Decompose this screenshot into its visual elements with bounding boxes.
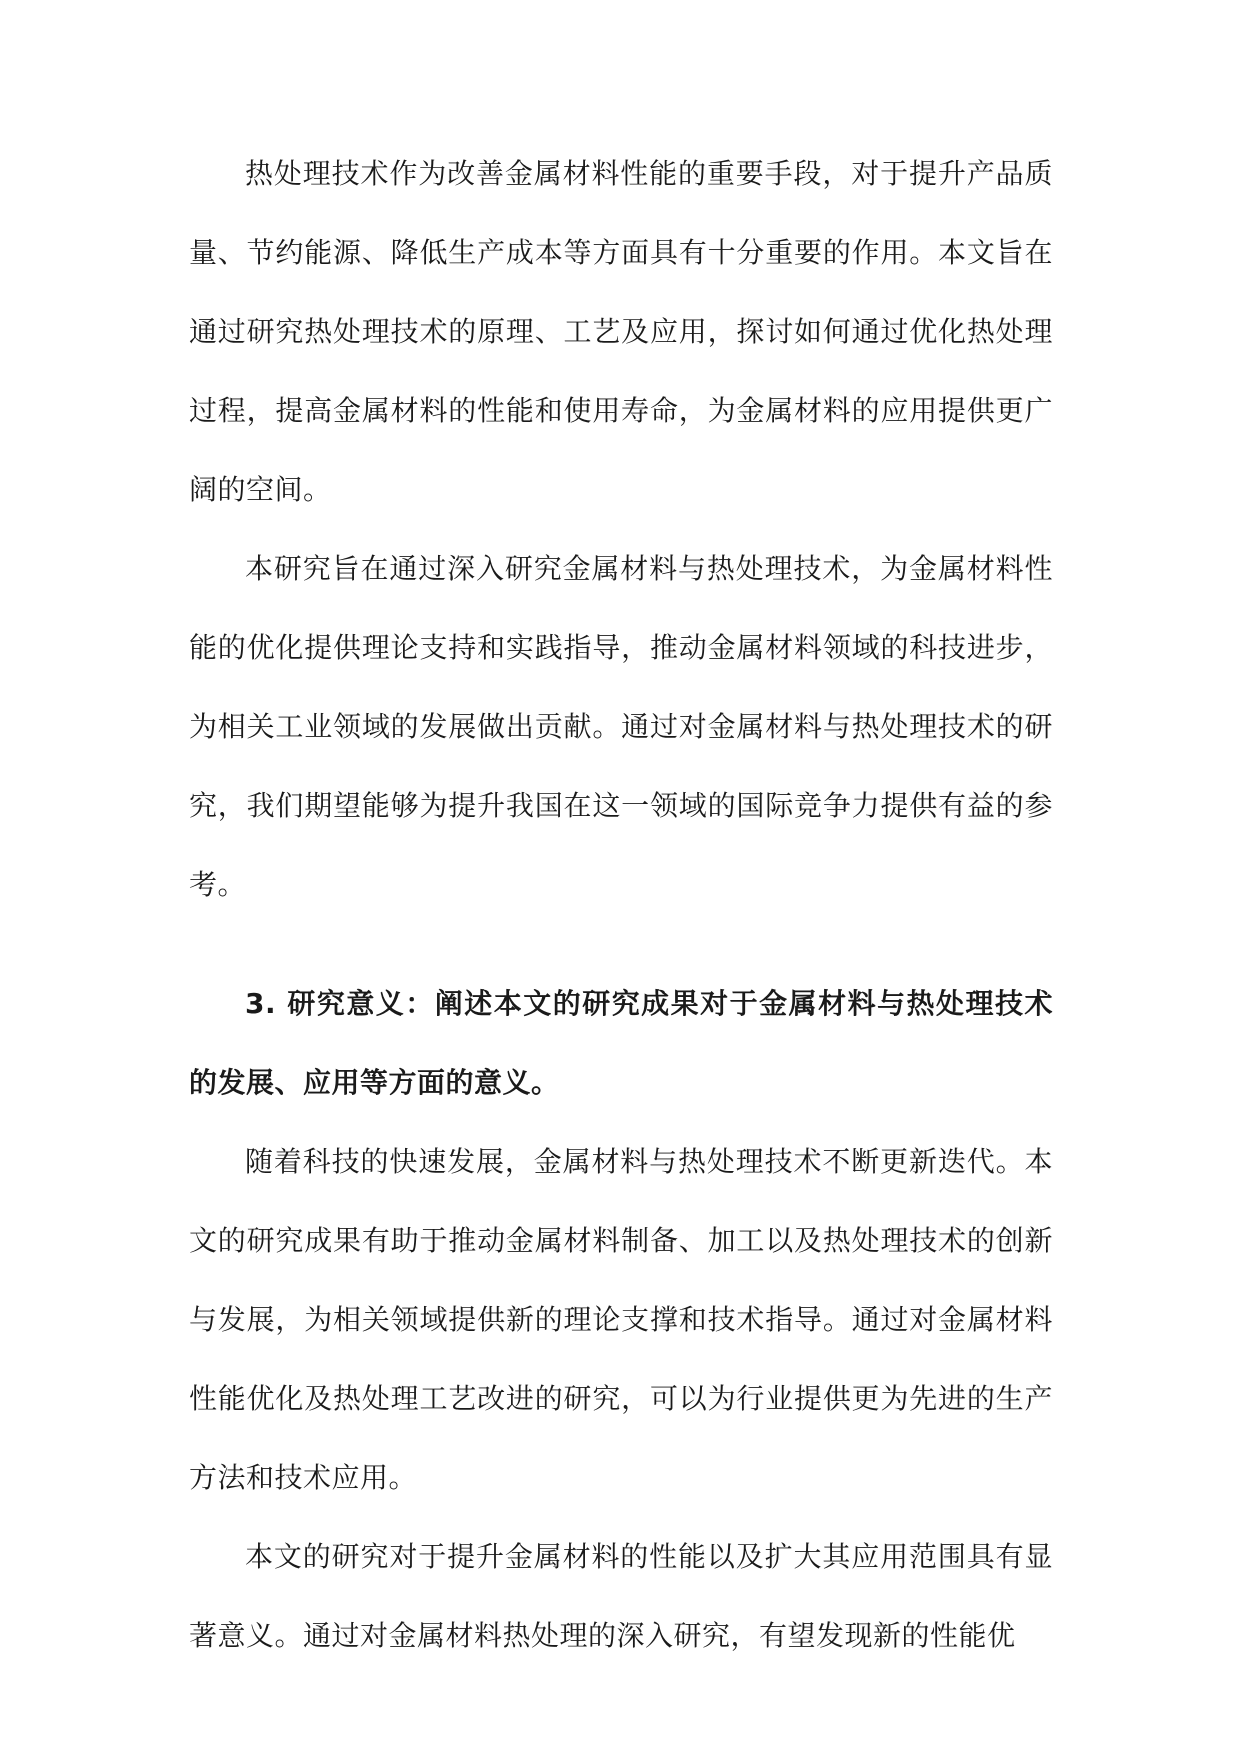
document-body	[189, 134, 1053, 1675]
paragraph-heat-treatment-intro: 热处理技术作为改善金属材料性能的重要手段，对于提升产品质量、节约能源、降低生产成本等方面具有十分重要的作用。本文旨在通过研究热处理技术的原理、工艺及应用，探讨如何通过优化热处理过程，提高金属材料的性能和使用寿命，为金属材料的应用提供更广阔的空间。	[189, 157, 1053, 506]
section-spacer	[189, 924, 1053, 964]
paragraph-performance-significance: 本文的研究对于提升金属材料的性能以及扩大其应用范围具有显著意义。通过对金属材料热处理的深入研究，有望发现新的性能优	[189, 1540, 1053, 1652]
paragraph-tech-development: 随着科技的快速发展，金属材料与热处理技术不断更新迭代。本文的研究成果有助于推动金属材料制备、加工以及热处理技术的创新与发展，为相关领域提供新的理论支撑和技术指导。通过对金属材料性能优化及热处理工艺改进的研究，可以为行业提供更为先进的生产方法和技术应用。	[189, 1145, 1053, 1494]
section-heading-research-significance: 3. 研究意义：阐述本文的研究成果对于金属材料与热处理技术的发展、应用等方面的意义。	[189, 987, 1053, 1099]
paragraph-research-aim: 本研究旨在通过深入研究金属材料与热处理技术，为金属材料性能的优化提供理论支持和实践指导，推动金属材料领域的科技进步，为相关工业领域的发展做出贡献。通过对金属材料与热处理技术的研究，我们期望能够为提升我国在这一领域的国际竞争力提供有益的参考。	[189, 552, 1053, 901]
